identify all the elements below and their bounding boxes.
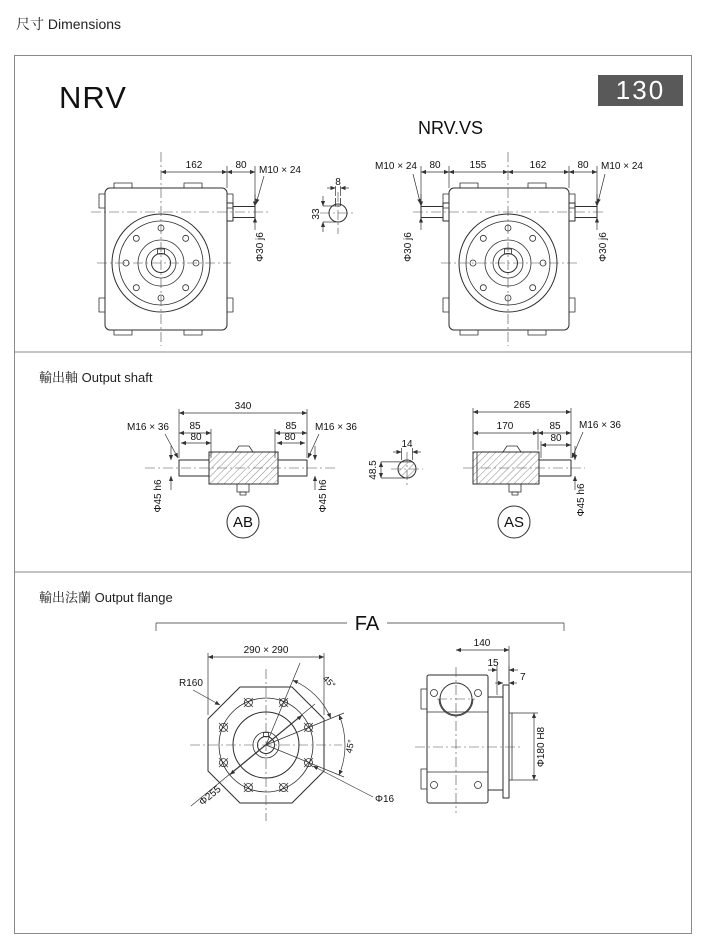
dim-265: 265 [513, 400, 531, 411]
drawing-frame [14, 55, 692, 934]
dim-290x290: 290 × 290 [243, 645, 289, 656]
dim-85-left: 85 [189, 421, 201, 432]
dim-80-as: 80 [550, 433, 562, 444]
output-shaft-title: 輸出軸 Output shaft [39, 370, 153, 385]
output-flange-title: 輸出法蘭 Output flange [39, 590, 173, 605]
input-shaft-section [311, 177, 356, 234]
dim-80ab-right: 80 [284, 432, 296, 443]
angle-45-a: 45° [320, 673, 338, 691]
dim-80-left: 80 [429, 160, 441, 171]
as-shaft-view [463, 400, 621, 538]
as-label: AS [503, 514, 525, 531]
model-title: NRV [59, 80, 127, 115]
page-number-badge: 130 [598, 75, 683, 106]
dim-phi45-right: Φ45 h6 [318, 479, 329, 513]
flange-front-view [179, 645, 395, 821]
dim-80ab-left: 80 [190, 432, 202, 443]
dim-80: 80 [235, 160, 247, 171]
dim-85-as: 85 [549, 421, 561, 432]
dim-140: 140 [473, 638, 491, 649]
nrv-front-view [91, 152, 271, 346]
fa-bracket [156, 613, 564, 635]
dim-48-5: 48.5 [368, 460, 379, 480]
output-shaft-section [368, 439, 423, 486]
dim-162: 162 [185, 160, 203, 171]
dim-15: 15 [487, 658, 499, 669]
dim-80-right: 80 [577, 160, 589, 171]
dim-155: 155 [469, 160, 487, 171]
dim-m10x24-left: M10 × 24 [375, 161, 417, 172]
technical-drawing [15, 56, 691, 931]
nrvvs-front-view [413, 152, 605, 346]
dim-m10x24: M10 × 24 [259, 165, 301, 176]
dim-m10x24-right: M10 × 24 [601, 161, 643, 172]
variant-title: NRV.VS [418, 118, 484, 138]
dim-phi30j6-right: Φ30 j6 [598, 232, 609, 262]
dim-162-vs: 162 [529, 160, 547, 171]
dim-phi255: Φ255 [197, 783, 224, 809]
dim-33: 33 [311, 208, 322, 220]
dim-8: 8 [335, 177, 341, 188]
dim-phi45-left: Φ45 h6 [153, 479, 164, 513]
dim-r160: R160 [179, 678, 203, 689]
dim-170: 170 [496, 421, 514, 432]
page-header: 尺寸 Dimensions [16, 16, 122, 32]
dim-phi30j6: Φ30 j6 [255, 232, 266, 262]
dim-m16x36-right: M16 × 36 [315, 422, 357, 433]
flange-side-view [415, 638, 547, 813]
nrv-dimensions [161, 160, 301, 262]
dim-m16x36-as: M16 × 36 [579, 420, 621, 431]
ab-label: AB [232, 514, 254, 531]
dim-85-right: 85 [285, 421, 297, 432]
ab-shaft-view [127, 401, 357, 538]
dim-14: 14 [401, 439, 413, 450]
dim-phi30j6-left: Φ30 j6 [403, 232, 414, 262]
dim-7: 7 [520, 672, 526, 683]
dim-340: 340 [234, 401, 252, 412]
dim-phi180h8: Φ180 H8 [536, 726, 547, 768]
angle-45-b: 45° [343, 738, 357, 755]
dim-phi45-as: Φ45 h6 [576, 483, 587, 517]
nrvvs-dimensions [375, 160, 643, 262]
fa-label: FA [354, 613, 380, 635]
dim-phi16: Φ16 [375, 794, 395, 805]
dim-m16x36-left: M16 × 36 [127, 422, 169, 433]
